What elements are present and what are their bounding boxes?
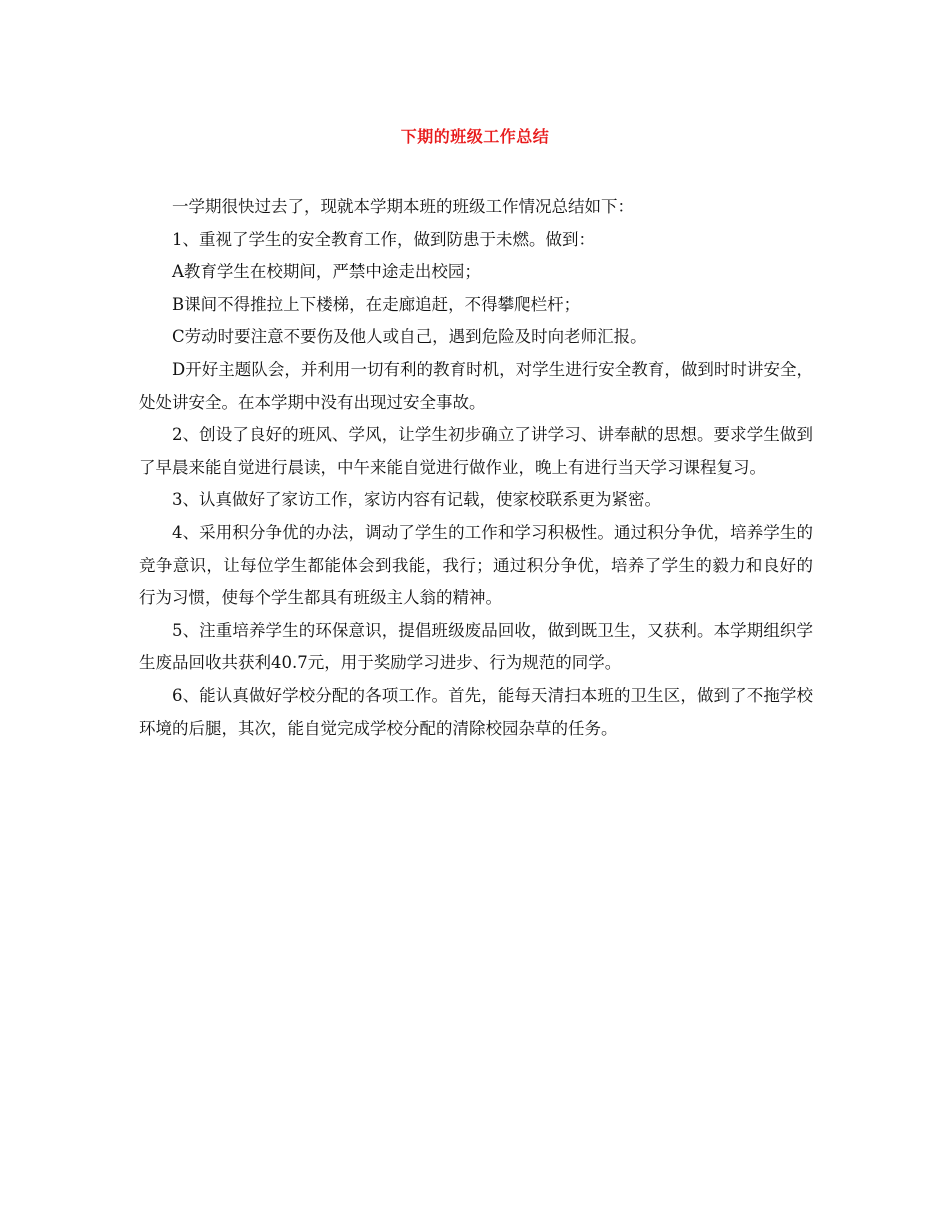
paragraph-item-1d: D开好主题队会，并利用一切有利的教育时机，对学生进行安全教育，做到时时讲安全，处处讲安全。在本学期中没有出现过安全事故。 (139, 359, 813, 412)
paragraph-item-2: 2、创设了良好的班风、学风，让学生初步确立了讲学习、讲奉献的思想。要求学生做到了早晨来能自觉进行晨读，中午来能自觉进行做作业，晚上有进行当天学习课程复习。 (139, 425, 813, 477)
paragraph-item-1: 1、重视了学生的安全教育工作，做到防患于未燃。做到： (172, 229, 595, 249)
paragraph-item-5: 5、注重培养学生的环保意识，提倡班级废品回收，做到既卫生，又获利。本学期组织学生废品回收共获利40.7元，用于奖励学习进步、行为规范的同学。 (139, 620, 813, 673)
paragraph-item-3: 3、认真做好了家访工作，家访内容有记载，使家校联系更为紧密。 (172, 490, 661, 510)
paragraph-item-1a: A教育学生在校期间，严禁中途走出校园； (172, 262, 481, 282)
document-title: 下期的班级工作总结 (400, 127, 550, 146)
paragraph-item-4: 4、采用积分争优的办法，调动了学生的工作和学习积极性。通过积分争优，培养学生的竞争意识，让每位学生都能体会到我能，我行；通过积分争优，培养了学生的毅力和良好的行为习惯，使每个学生都具有班级主人翁的精神。 (139, 522, 813, 608)
paragraph-item-1c: C劳动时要注意不要伤及他人或自己，遇到危险及时向老师汇报。 (172, 327, 647, 347)
paragraph-item-1b: B课间不得推拉上下楼梯，在走廊追赶，不得攀爬栏杆； (172, 294, 581, 314)
paragraph-item-6: 6、能认真做好学校分配的各项工作。首先，能每天清扫本班的卫生区，做到了不拖学校环境的后腿，其次，能自觉完成学校分配的清除校园杂草的任务。 (139, 685, 813, 738)
document-body (139, 191, 813, 745)
paragraph-intro: 一学期很快过去了，现就本学期本班的班级工作情况总结如下： (172, 197, 634, 216)
